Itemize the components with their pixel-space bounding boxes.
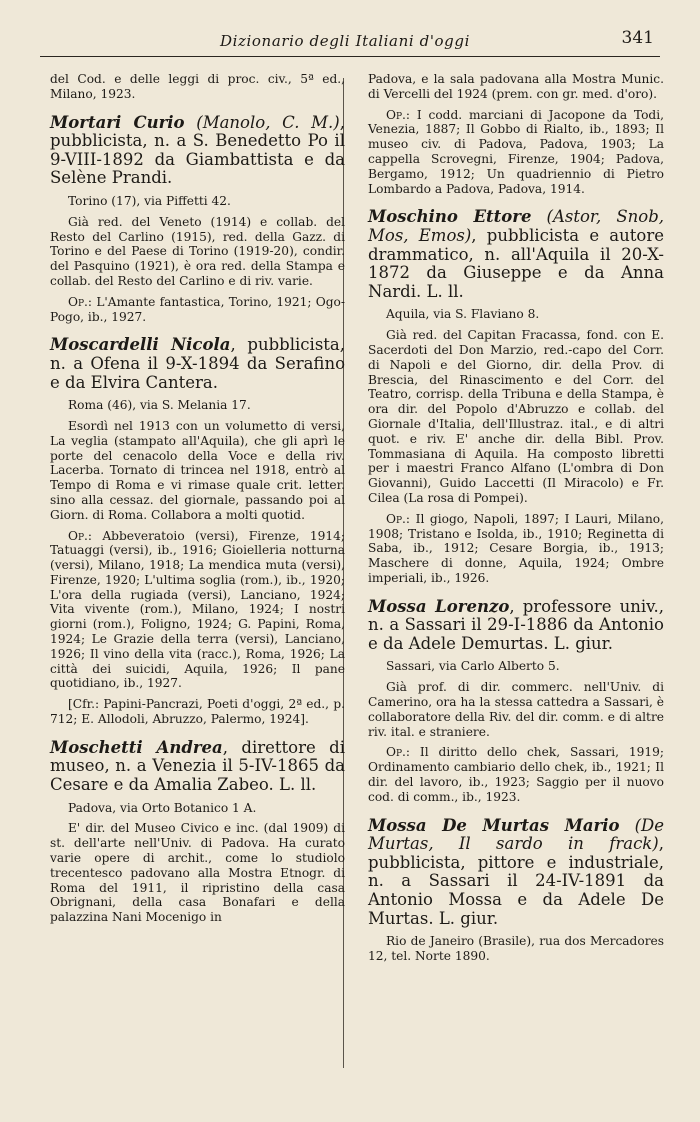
entry-description: , pubblicista, n. a Ofena il 9-X-1894 da Serafino e da Elvira Cantera.	[50, 335, 345, 392]
entry-heading	[368, 598, 664, 654]
works-list: Abbeveratoio (versi), Firenze, 1914; Tatuaggi (versi), ib., 1916; Gioielleria notturna (versi), Milano, 1918; La mendica muta (versi), Firenze, 1920; L'ultima soglia (rom.), ib., 1920; L'ora della rugiada (versi), Lanciano, 1924; Vita vivente (rom.), Milano, 1924; I nostri giorni (rom.), Foligno, 1924; G. Papini, Roma, 1924; Le Grazie della terra (versi), Lanciano, 1926; Il vino della vita (racc.), Roma, 1926; La città dei suicidi, Aquila, 1926; Il pane quotidiano, ib., 1927.	[50, 528, 346, 691]
works-list: I codd. marciani di Jacopone da Todi, Venezia, 1887; Il Gobbo di Rialto, ib., 1893; Il museo civ. di Padova, Padova, 1903; La cappella Scrovegni, Firenze, 1904; Padova, Bergamo, 1912; Un quadriennio di Pietro Lombardo a Padova, Padova, 1914.	[368, 107, 664, 196]
entry-mortari-curio	[50, 114, 345, 325]
left-column	[50, 72, 345, 931]
entry-description: , direttore di museo, n. a Venezia il 5-IV-1865 da Cesare e da Amalia Zabeo. L. ll.	[50, 737, 345, 795]
entry-body: Già prof. di dir. commerc. nell'Univ. di Camerino, ora ha la stessa cattedra a Sassari, è collaboratore della Riv. del dir. comm. e di altre riv. ital. e straniere.	[368, 680, 664, 739]
running-title: Dizionario degli Italiani d'oggi	[220, 32, 470, 50]
entry-moscardelli-nicola	[50, 336, 345, 727]
entry-address: Torino (17), via Piffetti 42.	[68, 193, 231, 208]
entry-aliases: (De Murtas, Il sardo in frack)	[368, 815, 664, 854]
entry-heading	[368, 208, 664, 301]
works-list: Il diritto dello chek, Sassari, 1919; Ordinamento cambiario dello chek, ib., 1921; Il dir. del lavoro, ib., 1923; Saggio per il nuovo cod. di comm., ib., 1923.	[368, 745, 665, 804]
entry-heading	[368, 817, 664, 929]
entry-address: Padova, via Orto Botanico 1 A.	[68, 800, 257, 815]
entry-name: Moscardelli Nicola	[50, 335, 231, 355]
entry-moschetti-andrea	[50, 739, 345, 925]
page-number: 341	[621, 28, 654, 48]
entry-aliases: (Manolo, C. M.)	[196, 112, 340, 132]
entry-address: Roma (46), via S. Melania 17.	[68, 398, 251, 413]
entry-works	[368, 512, 664, 586]
entry-works	[50, 295, 345, 325]
entry-description: , pubblicista, pittore e industriale, n. a Sassari il 24-IV-1891 da Antonio Mossa e da Adele De Murtas. L. giur.	[368, 834, 664, 928]
entry-address: Aquila, via S. Flaviano 8.	[386, 307, 540, 322]
entry-body: E' dir. del Museo Civico e inc. (dal 1909) di st. dell'arte nell'Univ. di Padova. Ha curato varie opere di archit., come lo studiolo trecentesco padovano alla Mostra Etnogr. di Roma del 1911, il ripristino della casa Obrignani, della casa Bonafari e della palazzina Nani Mocenigo in	[50, 821, 345, 925]
works-label: Op.:	[68, 528, 93, 543]
works-list: Il giogo, Napoli, 1897; I Lauri, Milano, 1908; Tristano e Isolda, ib., 1910; Reginetta di Saba, ib., 1912; Cesare Borgia, ib., 1913; Maschere di donne, Aquila, 1924; Ombre imperiali, ib., 1926.	[368, 511, 665, 585]
entry-address: Rio de Janeiro (Brasile), rua dos Mercadores 12, tel. Norte 1890.	[368, 934, 664, 963]
entry-works	[368, 108, 664, 197]
running-header	[40, 28, 660, 57]
continued-text: del Cod. e delle leggi di proc. civ., 5ª ed., Milano, 1923.	[50, 72, 345, 101]
entry-name: Mossa De Murtas Mario	[368, 815, 620, 835]
entry-description: , pubblicista e autore drammatico, n. all'Aquila il 20-X-1872 da Giuseppe e da Anna Nardi. L. ll.	[368, 225, 664, 301]
entry-heading	[50, 114, 345, 188]
entry-body: Esordì nel 1913 con un volumetto di versi, La veglia (stampato all'Aquila), che gli aprì le porte del cenacolo della Voce e della riv. Lacerba. Tornato di trincea nel 1918, entrò al Tempo di Roma e vi rimase quale crit. letter. sino alla cessaz. del giornale, passando poi al Giorn. di Roma. Collabora a molti quotid.	[50, 418, 345, 522]
entry-name: Mortari Curio	[50, 112, 185, 132]
works-label: Op.:	[386, 107, 411, 122]
works-label: Op.:	[386, 745, 411, 760]
entry-description: , professore univ., n. a Sassari il 29-I-1886 da Antonio e da Adele Demurtas. L. giur.	[368, 596, 664, 653]
entry-works	[368, 745, 664, 804]
right-column	[368, 72, 664, 970]
works-list: L'Amante fantastica, Torino, 1921; Ogo-Pogo, ib., 1927.	[50, 294, 345, 324]
entry-name: Moschino Ettore	[368, 207, 532, 227]
entry-address: Sassari, via Carlo Alberto 5.	[386, 659, 560, 674]
entry-aliases: (Astor, Snob, Mos, Emos)	[368, 207, 664, 245]
entry-references: [Cfr.: Papini-Pancrazi, Poeti d'oggi, 2ª ed., p. 712; E. Allodoli, Abruzzo, Palermo, 1924].	[50, 697, 345, 727]
entry-name: Mossa Lorenzo	[368, 596, 510, 616]
entry-mossa-de-murtas-mario	[368, 817, 664, 964]
continued-text: Padova, e la sala padovana alla Mostra Munic. di Vercelli del 1924 (prem. con gr. med. d'oro).	[368, 72, 664, 101]
entry-heading	[50, 739, 345, 795]
entry-name: Moschetti Andrea	[50, 737, 223, 757]
works-label: Op.:	[386, 511, 411, 526]
entry-mossa-lorenzo	[368, 598, 664, 805]
entry-heading	[50, 336, 345, 392]
entry-body: Già red. del Capitan Fracassa, fond. con E. Sacerdoti del Don Marzio, red.-capo del Corr. di Napoli e del Giorno, dir. della Prov. di Brescia, del Rinascimento e del Corr. del Teatro, corrisp. della Tribuna e della Stampa, è ora dir. del Popolo d'Abruzzo e collab. del Giornale d'Italia, dell'Illustraz. ital., e di altri quot. e riv. E' anche dir. della Bibl. Prov. Tommasiana di Aquila. Ha composto libretti per i maestri Franco Alfano (L'ombra di Don Giovanni), Guido Laccetti (Il Miracolo) e Fr. Cilea (La rosa di Pompei).	[368, 328, 664, 505]
entry-description: , pubblicista, n. a S. Benedetto Po il 9-VIII-1892 da Giambattista e da Selène Prandi.	[50, 112, 345, 188]
entry-moschino-ettore	[368, 208, 664, 585]
works-label: Op.:	[68, 294, 93, 309]
entry-body: Già red. del Veneto (1914) e collab. del Resto del Carlino (1915), red. della Gazz. di Torino e del Paese di Torino (1919-20), condir. del Pasquino (1921), è ora red. della Stampa e collab. del Resto del Carlino e di riv. varie.	[50, 214, 345, 288]
entry-works	[50, 529, 345, 692]
